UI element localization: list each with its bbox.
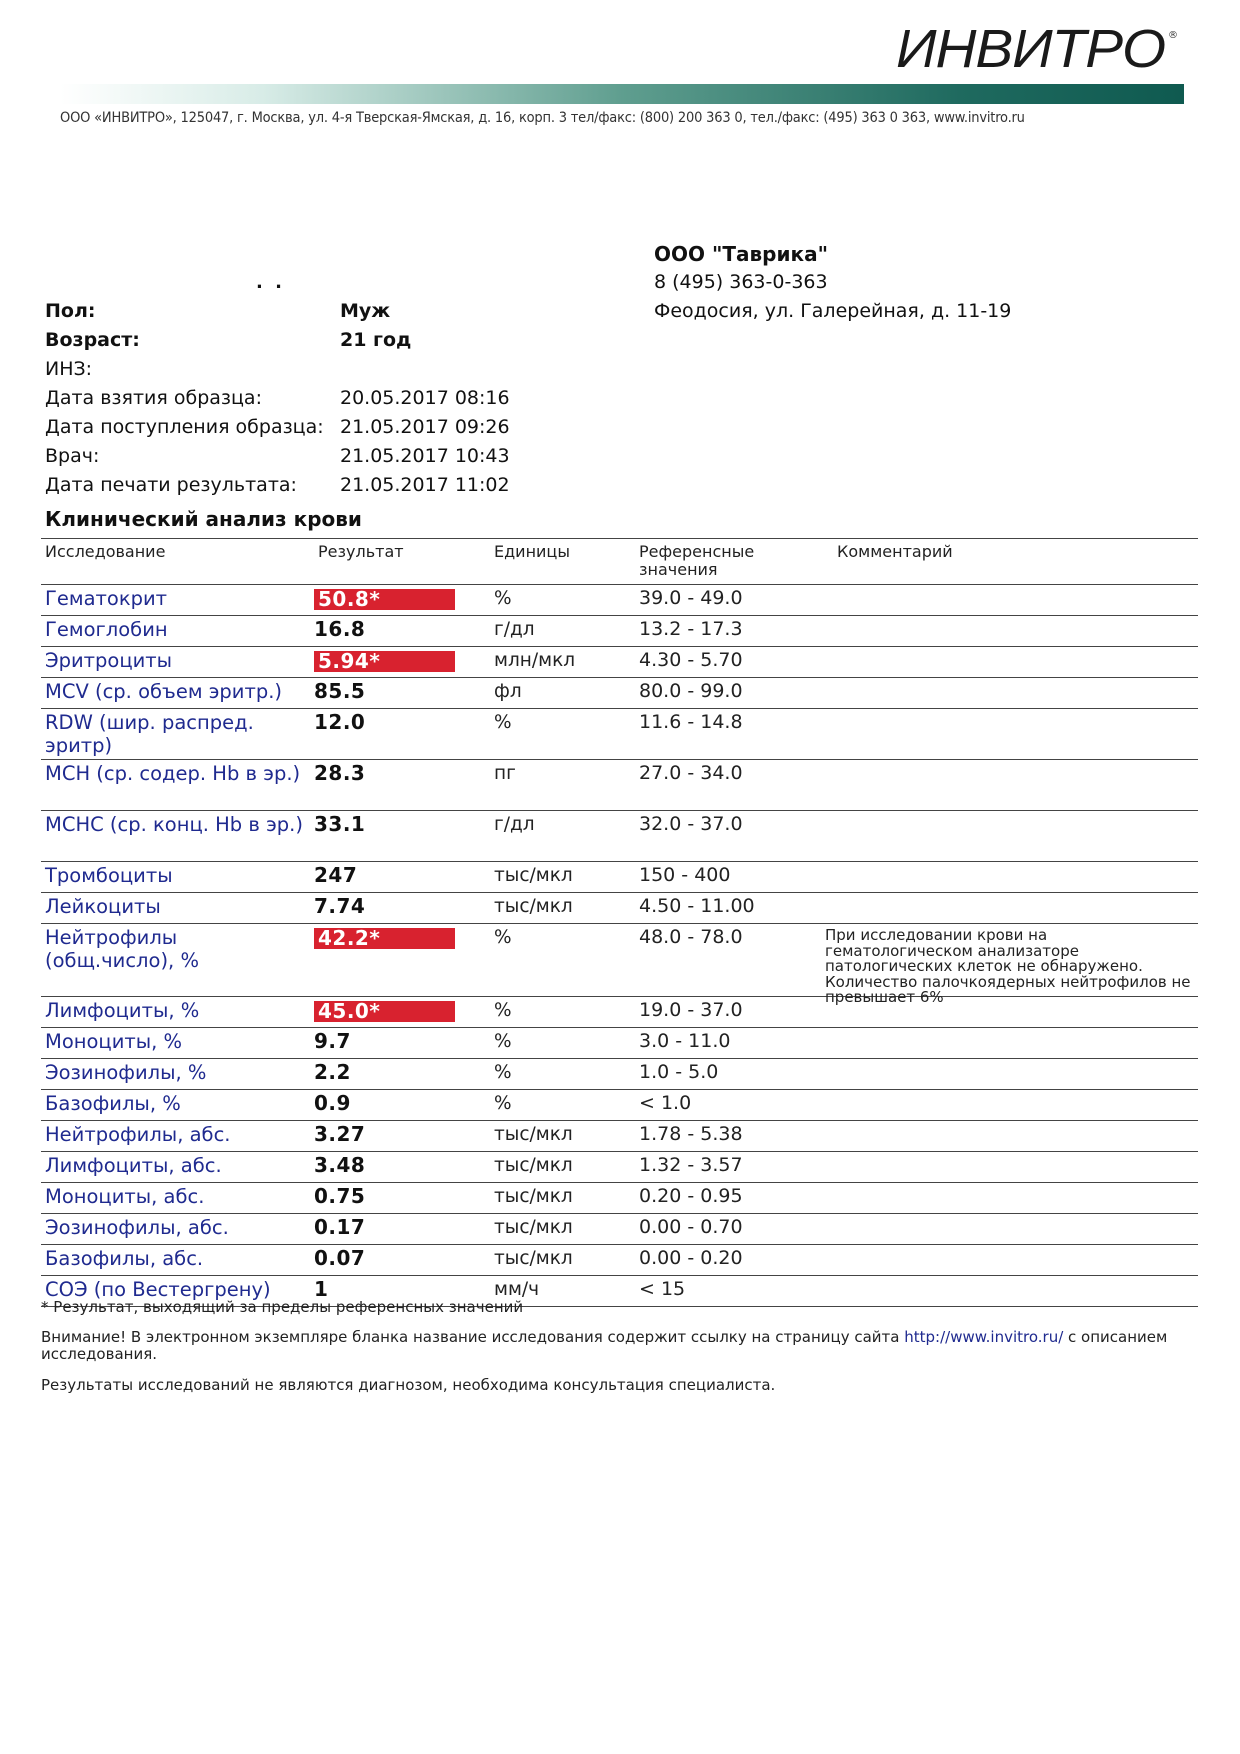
test-name-link[interactable]: Гематокрит <box>45 587 168 610</box>
test-name-link[interactable]: Нейтрофилы, абс. <box>45 1123 231 1146</box>
reference-range: < 15 <box>639 1278 686 1300</box>
table-header <box>41 538 1198 585</box>
inz-label: ИНЗ: <box>45 358 93 380</box>
test-name-link[interactable]: Моноциты, абс. <box>45 1185 205 1208</box>
sample-taken-label: Дата взятия образца: <box>45 387 262 409</box>
reference-range: 19.0 - 37.0 <box>639 999 743 1021</box>
results-table <box>41 538 1198 1307</box>
test-name-link[interactable]: Базофилы, % <box>45 1092 181 1115</box>
reference-range: 27.0 - 34.0 <box>639 762 743 784</box>
test-name-link[interactable]: Лейкоциты <box>45 895 161 918</box>
registered-mark: ® <box>1168 30 1178 41</box>
reference-range: 3.0 - 11.0 <box>639 1030 731 1052</box>
reference-range: 4.50 - 11.00 <box>639 895 755 917</box>
table-row <box>41 1214 1198 1245</box>
unit-value: фл <box>494 681 522 702</box>
unit-value: мм/ч <box>494 1279 540 1300</box>
reference-range: 11.6 - 14.8 <box>639 711 743 733</box>
table-row <box>41 709 1198 760</box>
unit-value: млн/мкл <box>494 650 576 671</box>
footnote-disclaimer: Результаты исследований не являются диагнозом, необходима консультация специалиста. <box>41 1376 776 1394</box>
test-name-link[interactable]: Лимфоциты, % <box>45 999 200 1022</box>
test-name-link[interactable]: Эозинофилы, абс. <box>45 1216 229 1239</box>
result-value: 33.1 <box>314 812 366 836</box>
reference-range: 48.0 - 78.0 <box>639 926 743 948</box>
age-label: Возраст: <box>45 329 140 351</box>
table-row <box>41 1152 1198 1183</box>
table-row <box>41 1090 1198 1121</box>
test-name-link[interactable]: Тромбоциты <box>45 864 173 887</box>
doctor-value: 21.05.2017 10:43 <box>340 445 510 467</box>
table-row <box>41 997 1198 1028</box>
result-value: 0.07 <box>314 1246 366 1270</box>
company-name: ООО "Таврика" <box>654 242 829 266</box>
reference-range: 0.20 - 0.95 <box>639 1185 743 1207</box>
unit-value: % <box>494 1031 512 1052</box>
result-value: 12.0 <box>314 710 366 734</box>
table-row <box>41 1245 1198 1276</box>
header-name: Исследование <box>45 542 166 561</box>
test-name-link[interactable]: Базофилы, абс. <box>45 1247 204 1270</box>
result-value-flagged: 50.8* <box>314 589 455 610</box>
table-row <box>41 678 1198 709</box>
result-value: 7.74 <box>314 894 366 918</box>
test-name-link[interactable]: Гемоглобин <box>45 618 168 641</box>
sample-received-value: 21.05.2017 09:26 <box>340 416 510 438</box>
header-unit: Единицы <box>494 542 570 561</box>
reference-range: 4.30 - 5.70 <box>639 649 743 671</box>
table-row <box>41 893 1198 924</box>
print-date-label: Дата печати результата: <box>45 474 297 496</box>
sex-value: Муж <box>340 300 391 322</box>
reference-range: < 1.0 <box>639 1092 692 1114</box>
result-value: 3.48 <box>314 1153 366 1177</box>
header-comment: Комментарий <box>837 542 953 561</box>
unit-value: тыс/мкл <box>494 1124 573 1145</box>
test-name-link[interactable]: Эозинофилы, % <box>45 1061 207 1084</box>
table-row <box>41 760 1198 811</box>
test-name-link[interactable]: СОЭ (по Вестергрену) <box>45 1278 271 1301</box>
comment-text: При исследовании крови на гематологическом анализаторе патологических клеток не обнаружено. Количество палочкоядерных нейтрофилов не превышает 6% <box>825 926 1191 1006</box>
section-title: Клинический анализ крови <box>45 507 362 531</box>
unit-value: тыс/мкл <box>494 1217 573 1238</box>
header-result: Результат <box>318 542 404 561</box>
result-value: 0.9 <box>314 1091 351 1115</box>
reference-range: 0.00 - 0.70 <box>639 1216 743 1238</box>
reference-range: 39.0 - 49.0 <box>639 587 743 609</box>
unit-value: тыс/мкл <box>494 1186 573 1207</box>
unit-value: тыс/мкл <box>494 1155 573 1176</box>
table-row <box>41 616 1198 647</box>
table-row <box>41 1059 1198 1090</box>
test-name-link[interactable]: MCHC (ср. конц. Hb в эр.) <box>45 813 303 836</box>
result-value: 247 <box>314 863 358 887</box>
unit-value: тыс/мкл <box>494 865 573 886</box>
result-value: 28.3 <box>314 761 366 785</box>
table-row <box>41 1183 1198 1214</box>
sample-received-label: Дата поступления образца: <box>45 416 324 438</box>
result-value-flagged: 45.0* <box>314 1001 455 1022</box>
footnote-flag: * Результат, выходящий за пределы референсных значений <box>41 1298 524 1316</box>
unit-value: г/дл <box>494 814 535 835</box>
test-name-link[interactable]: RDW (шир. распред. эритр) <box>45 711 254 757</box>
table-row <box>41 585 1198 616</box>
sample-taken-value: 20.05.2017 08:16 <box>340 387 510 409</box>
company-phone: 8 (495) 363-0-363 <box>654 271 828 293</box>
result-value: 2.2 <box>314 1060 351 1084</box>
test-name-link[interactable]: Моноциты, % <box>45 1030 183 1053</box>
test-name-link[interactable]: MCH (ср. содер. Hb в эр.) <box>45 762 301 785</box>
invitro-logo: ИНВИТРО <box>896 19 1166 79</box>
table-row <box>41 811 1198 862</box>
unit-value: % <box>494 588 512 609</box>
result-value: 85.5 <box>314 679 366 703</box>
footnote-attention <box>41 1329 1191 1363</box>
reference-range: 1.32 - 3.57 <box>639 1154 743 1176</box>
reference-range: 150 - 400 <box>639 864 731 886</box>
test-name-link[interactable]: Нейтрофилы (общ.число), % <box>45 926 199 972</box>
age-value: 21 год <box>340 329 412 351</box>
unit-value: % <box>494 712 512 733</box>
patient-name-dots: . . <box>256 272 285 293</box>
result-value: 9.7 <box>314 1029 351 1053</box>
header-address: ООО «ИНВИТРО», 125047, г. Москва, ул. 4-я Тверская-Ямская, д. 16, корп. 3 тел/факс: (800) 200 363 0, тел./факс: (495) 363 0 363, www.invitro.ru <box>60 110 1025 126</box>
unit-value: % <box>494 927 512 948</box>
reference-range: 32.0 - 37.0 <box>639 813 743 835</box>
reference-range: 1.78 - 5.38 <box>639 1123 743 1145</box>
result-value: 3.27 <box>314 1122 366 1146</box>
test-name-link[interactable]: Лимфоциты, абс. <box>45 1154 222 1177</box>
doctor-label: Врач: <box>45 445 100 467</box>
result-value: 0.17 <box>314 1215 366 1239</box>
unit-value: тыс/мкл <box>494 896 573 917</box>
unit-value: % <box>494 1093 512 1114</box>
table-row <box>41 924 1198 1006</box>
unit-value: % <box>494 1000 512 1021</box>
table-row <box>41 1028 1198 1059</box>
result-value: 16.8 <box>314 617 366 641</box>
result-value: 0.75 <box>314 1184 366 1208</box>
result-value-flagged: 5.94* <box>314 651 455 672</box>
print-date-value: 21.05.2017 11:02 <box>340 474 510 496</box>
result-value-flagged: 42.2* <box>314 928 455 949</box>
unit-value: тыс/мкл <box>494 1248 573 1269</box>
reference-range: 13.2 - 17.3 <box>639 618 743 640</box>
reference-range: 1.0 - 5.0 <box>639 1061 719 1083</box>
test-name-link[interactable]: MCV (ср. объем эритр.) <box>45 680 283 703</box>
table-row <box>41 647 1198 678</box>
table-row <box>41 862 1198 893</box>
result-value: 1 <box>314 1277 329 1301</box>
test-name-link[interactable]: Эритроциты <box>45 649 173 672</box>
attention-text-end: с описанием исследования. <box>41 1328 1168 1363</box>
reference-range: 0.00 - 0.20 <box>639 1247 743 1269</box>
invitro-link[interactable]: http://www.invitro.ru/ <box>904 1328 1064 1346</box>
header-ref: Референсные значения <box>639 542 755 579</box>
reference-range: 80.0 - 99.0 <box>639 680 743 702</box>
header-gradient-bar <box>60 84 1184 104</box>
unit-value: г/дл <box>494 619 535 640</box>
sex-label: Пол: <box>45 300 96 322</box>
unit-value: % <box>494 1062 512 1083</box>
company-address: Феодосия, ул. Галерейная, д. 11-19 <box>654 300 1012 322</box>
table-body <box>41 585 1198 1307</box>
unit-value: пг <box>494 763 516 784</box>
table-row <box>41 1121 1198 1152</box>
attention-text: Внимание! В электронном экземпляре бланка название исследования содержит ссылку на страницу сайта <box>41 1328 905 1346</box>
